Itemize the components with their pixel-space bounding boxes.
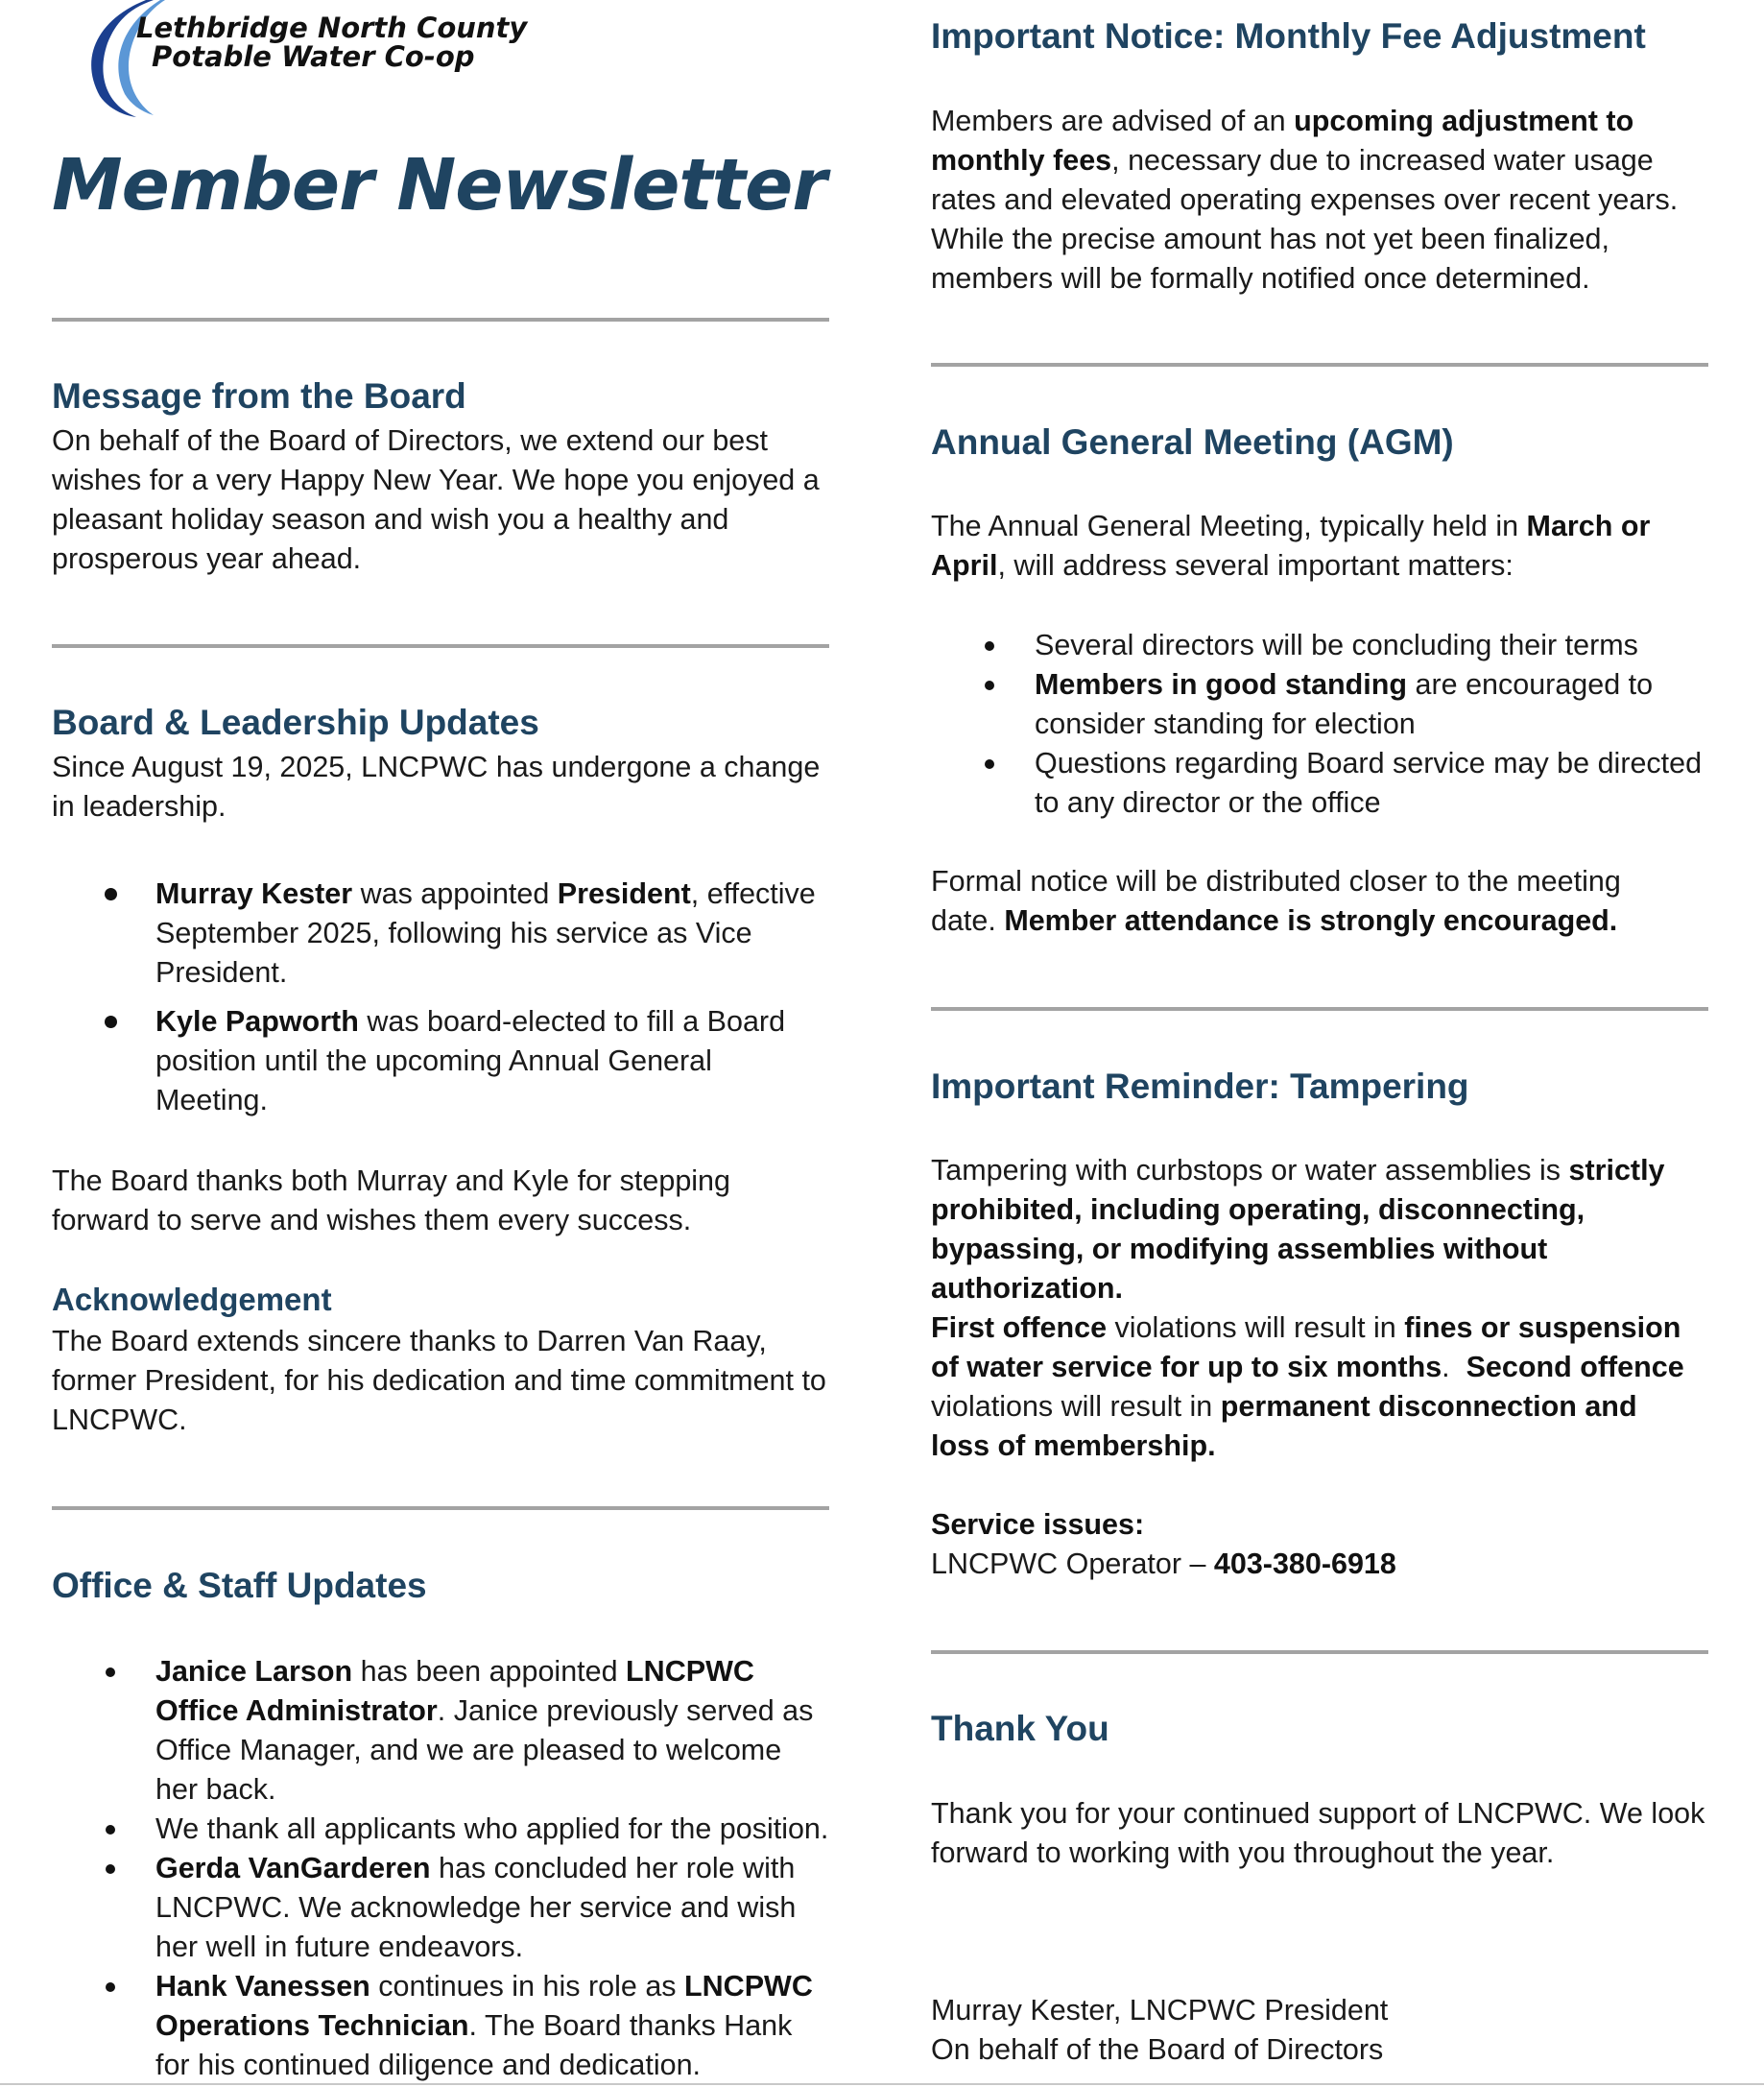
divider bbox=[52, 1506, 829, 1510]
tampering-penalties bbox=[931, 1308, 1699, 1466]
acknowledgement-body: The Board extends sincere thanks to Darren Van Raay, former President, for his dedication and time commitment to LNCPWC. bbox=[52, 1325, 826, 1436]
office-list bbox=[52, 1652, 829, 2085]
thank-you-heading: Thank You bbox=[931, 1709, 1109, 1748]
list-item bbox=[52, 875, 829, 993]
signature-line: On behalf of the Board of Directors bbox=[931, 2033, 1384, 2066]
leadership-heading: Board & Leadership Updates bbox=[52, 703, 539, 742]
list-text: Several directors will be concluding their terms bbox=[1035, 629, 1638, 661]
list-text: We thank all applicants who applied for the position. bbox=[155, 1812, 829, 1845]
tampering-text: . bbox=[1442, 1351, 1466, 1383]
list-text: Questions regarding Board service may be directed to any director or the office bbox=[1035, 747, 1703, 819]
leadership-list bbox=[52, 875, 829, 1120]
bullet-icon bbox=[106, 1825, 115, 1835]
thank-you-body: Thank you for your continued support of LNCPWC. We look forward to working with you throughout the year. bbox=[931, 1797, 1705, 1869]
office-heading: Office & Staff Updates bbox=[52, 1566, 427, 1605]
person-name: Hank Vanessen bbox=[155, 1970, 370, 2003]
list-text: continues in his role as bbox=[369, 1970, 685, 2003]
operator-label: LNCPWC Operator – bbox=[931, 1547, 1214, 1580]
agm-bold: Member attendance is strongly encouraged. bbox=[1004, 904, 1618, 937]
list-item bbox=[52, 1810, 829, 1849]
fee-heading: Important Notice: Monthly Fee Adjustment bbox=[931, 16, 1646, 56]
page-title: Member Newsletter bbox=[52, 144, 826, 227]
list-text: has been appointed bbox=[352, 1655, 627, 1688]
leadership-thanks: The Board thanks both Murray and Kyle for stepping forward to serve and wishes them every success. bbox=[52, 1164, 730, 1236]
bullet-icon bbox=[106, 1982, 115, 1992]
fee-text: Members are advised of an bbox=[931, 105, 1295, 137]
role-name: President bbox=[557, 877, 691, 910]
tampering-bold: Second offence bbox=[1466, 1351, 1684, 1383]
leadership-intro: Since August 19, 2025, LNCPWC has undergone a change in leadership. bbox=[52, 751, 821, 823]
bullet-icon bbox=[105, 1016, 117, 1028]
list-text: , effective September 2025, following his service as Vice President. bbox=[155, 877, 816, 989]
agm-text: Formal notice will be distributed closer to the meeting date. bbox=[931, 865, 1621, 937]
operator-phone: 403-380-6918 bbox=[1213, 1547, 1396, 1580]
tampering-text: violations will result in bbox=[931, 1390, 1221, 1423]
list-text: are encouraged to consider standing for election bbox=[1035, 668, 1654, 740]
board-message-body: On behalf of the Board of Directors, we extend our best wishes for a very Happy New Year. We hope you enjoyed a pleasant holiday season and wish you a healthy and prosperous year ahead. bbox=[52, 424, 820, 575]
agm-bold: March or April bbox=[931, 510, 1651, 582]
tampering-text: violations will result in bbox=[1107, 1311, 1405, 1344]
person-name: Kyle Papworth bbox=[155, 1005, 359, 1038]
list-item bbox=[931, 626, 1708, 665]
logo-text bbox=[136, 13, 527, 71]
role-name: LNCPWC Operations Technician bbox=[155, 1970, 813, 2042]
fee-text: , necessary due to increased water usage rates and elevated operating expenses over recent years. While the precise amount has not yet been finalized, members will be formally notified once determined. bbox=[931, 144, 1679, 295]
person-name: Murray Kester bbox=[155, 877, 353, 910]
divider bbox=[931, 1007, 1708, 1011]
tampering-body bbox=[931, 1151, 1699, 1308]
tampering-bold: fines or suspension of water service for up to six months bbox=[931, 1311, 1681, 1383]
bullet-icon bbox=[985, 759, 994, 769]
list-item bbox=[52, 1652, 829, 1810]
acknowledgement-heading: Acknowledgement bbox=[52, 1282, 332, 1317]
person-name: Gerda VanGarderen bbox=[155, 1852, 431, 1884]
bullet-icon bbox=[105, 888, 117, 900]
list-text: . Janice previously served as Office Manager, and we are pleased to welcome her back. bbox=[155, 1694, 814, 1806]
divider bbox=[931, 363, 1708, 367]
list-item bbox=[931, 744, 1708, 823]
agm-heading: Annual General Meeting (AGM) bbox=[931, 422, 1454, 462]
page-edge bbox=[0, 2083, 1764, 2085]
list-item bbox=[52, 1967, 829, 2085]
agm-text: The Annual General Meeting, typically held in bbox=[931, 510, 1527, 542]
signature bbox=[931, 1991, 1708, 2070]
service-label: Service issues: bbox=[931, 1508, 1145, 1541]
logo-line-1: Lethbridge North County bbox=[136, 12, 528, 44]
service-issues bbox=[931, 1505, 1699, 1584]
agm-list bbox=[931, 626, 1708, 823]
list-item bbox=[52, 1849, 829, 1967]
logo-line-2: Potable Water Co-op bbox=[152, 40, 475, 73]
list-item bbox=[52, 1002, 829, 1120]
fee-body bbox=[931, 102, 1689, 299]
list-item bbox=[931, 665, 1708, 744]
bullet-icon bbox=[106, 1864, 115, 1874]
list-text: was board-elected to fill a Board position until the upcoming Annual General Meeting. bbox=[155, 1005, 786, 1116]
agm-text: , will address several important matters: bbox=[997, 549, 1514, 582]
divider bbox=[52, 318, 829, 322]
board-message-heading: Message from the Board bbox=[52, 376, 466, 416]
bullet-icon bbox=[985, 681, 994, 690]
signature-name: Murray Kester, LNCPWC President bbox=[931, 1994, 1389, 2027]
bullet-icon bbox=[106, 1667, 115, 1677]
list-bold: Members in good standing bbox=[1035, 668, 1408, 701]
person-name: Janice Larson bbox=[155, 1655, 353, 1688]
agm-intro bbox=[931, 507, 1689, 586]
tampering-bold: permanent disconnection and loss of membership. bbox=[931, 1390, 1637, 1462]
co-op-logo bbox=[79, 0, 530, 120]
tampering-text: Tampering with curbstops or water assemblies is bbox=[931, 1154, 1569, 1187]
divider bbox=[931, 1650, 1708, 1654]
list-text: . The Board thanks Hank for his continued diligence and dedication. bbox=[155, 2009, 793, 2081]
tampering-bold: First offence bbox=[931, 1311, 1108, 1344]
list-text: has concluded her role with LNCPWC. We acknowledge her service and wish her well in future endeavors. bbox=[155, 1852, 797, 1963]
divider bbox=[52, 644, 829, 648]
bullet-icon bbox=[985, 641, 994, 651]
role-name: LNCPWC Office Administrator bbox=[155, 1655, 754, 1727]
tampering-heading: Important Reminder: Tampering bbox=[931, 1067, 1469, 1106]
list-text: was appointed bbox=[352, 877, 558, 910]
agm-notice bbox=[931, 862, 1689, 941]
fee-bold: upcoming adjustment to monthly fees bbox=[931, 105, 1634, 177]
tampering-bold: strictly prohibited, including operating, disconnecting, bypassing, or modifying assemblies without authorization. bbox=[931, 1154, 1665, 1305]
